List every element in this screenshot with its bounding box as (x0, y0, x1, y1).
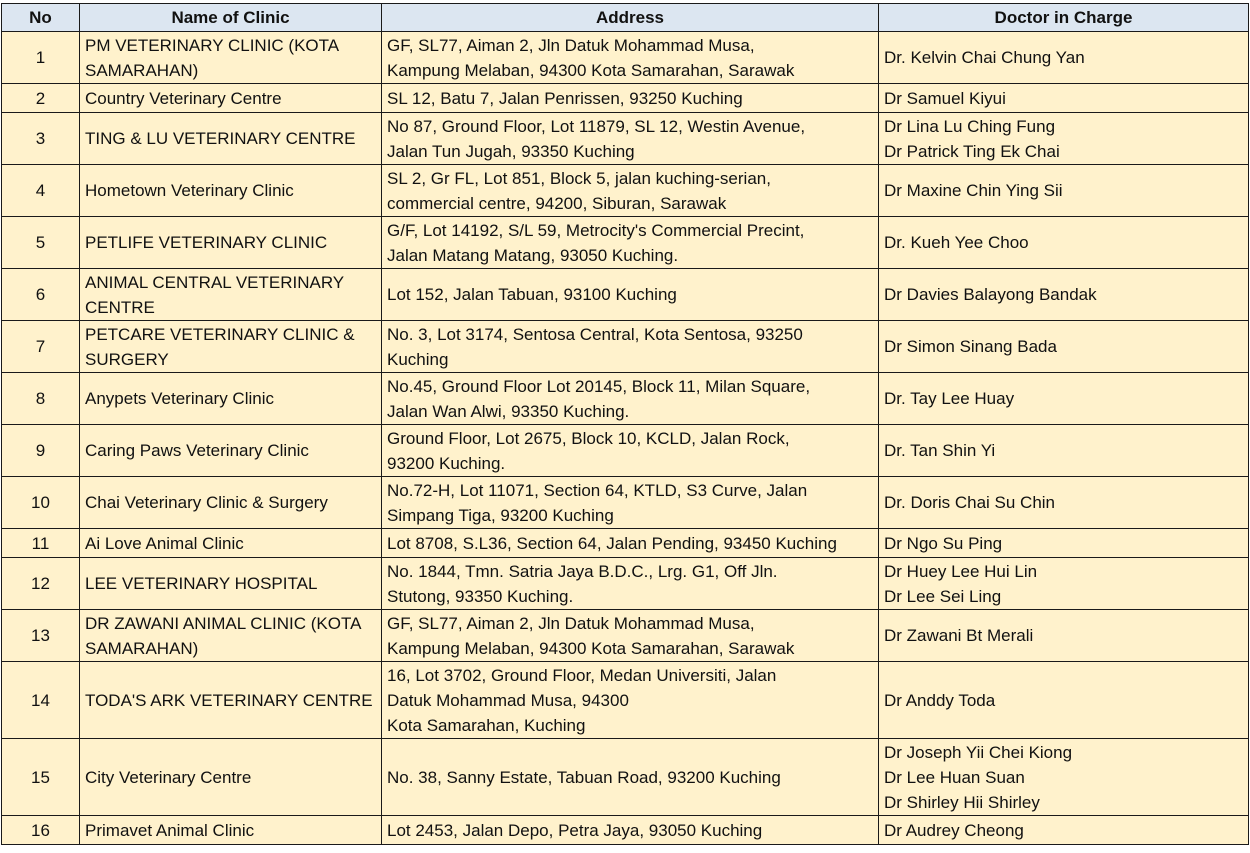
table-row (2, 113, 1249, 165)
table-row (2, 662, 1249, 739)
address-cell (382, 321, 879, 373)
clinic-name-line: ANIMAL CENTRAL VETERINARY (85, 272, 345, 292)
address-line: No. 3, Lot 3174, Sentosa Central, Kota Sentosa, 93250 (387, 324, 803, 344)
doctor-cell (879, 425, 1249, 477)
address-line: 93200 Kuching. (387, 453, 506, 473)
table-row (2, 373, 1249, 425)
address-cell (382, 217, 879, 269)
doctor-name: Dr Huey Lee Hui Lin (884, 561, 1038, 581)
address-cell (382, 739, 879, 816)
table-row (2, 217, 1249, 269)
table-row (2, 529, 1249, 558)
doctor-name: Dr Davies Balayong Bandak (884, 285, 1097, 304)
doctor-name: Dr Audrey Cheong (884, 820, 1024, 840)
header-clinic-name: Name of Clinic (80, 4, 382, 32)
clinic-name-line: SAMARAHAN) (85, 60, 199, 80)
clinic-table (1, 3, 1249, 845)
address-cell (382, 558, 879, 610)
row-number: 5 (2, 217, 80, 269)
clinic-name-line: Anypets Veterinary Clinic (85, 389, 274, 408)
clinic-name-cell (80, 739, 382, 816)
address-cell (382, 610, 879, 662)
doctor-name: Dr. Kelvin Chai Chung Yan (884, 48, 1085, 67)
address-cell (382, 32, 879, 84)
doctor-cell (879, 84, 1249, 113)
header-no: No (2, 4, 80, 32)
table-row (2, 32, 1249, 84)
clinic-name-cell (80, 373, 382, 425)
doctor-name: Dr Zawani Bt Merali (884, 626, 1034, 645)
address-cell (382, 84, 879, 113)
address-cell (382, 477, 879, 529)
table-body (2, 32, 1249, 845)
table-row (2, 84, 1249, 113)
doctor-name: Dr Anddy Toda (884, 690, 996, 710)
address-line: Jalan Tun Jugah, 93350 Kuching (387, 141, 635, 161)
address-line: Lot 8708, S.L36, Section 64, Jalan Pending, 93450 Kuching (387, 533, 837, 553)
row-number: 3 (2, 113, 80, 165)
row-number: 7 (2, 321, 80, 373)
address-line: No. 38, Sanny Estate, Tabuan Road, 93200 Kuching (387, 767, 781, 787)
table-row (2, 425, 1249, 477)
table-row (2, 269, 1249, 321)
clinic-name-line: SURGERY (85, 349, 169, 369)
table-row (2, 321, 1249, 373)
doctor-name: Dr Lee Sei Ling (884, 586, 1002, 606)
header-row (2, 4, 1249, 32)
table-row (2, 816, 1249, 845)
address-line: Lot 2453, Jalan Depo, Petra Jaya, 93050 Kuching (387, 820, 763, 840)
table-row (2, 739, 1249, 816)
clinic-name-line: City Veterinary Centre (85, 767, 252, 787)
doctor-name: Dr Joseph Yii Chei Kiong (884, 742, 1073, 762)
row-number: 4 (2, 165, 80, 217)
doctor-name: Dr. Tan Shin Yi (884, 441, 996, 460)
clinic-name-cell (80, 165, 382, 217)
table-row (2, 477, 1249, 529)
header-doctor: Doctor in Charge (879, 4, 1249, 32)
row-number: 14 (2, 662, 80, 739)
clinic-name-cell (80, 217, 382, 269)
address-cell (382, 165, 879, 217)
address-line: Kampung Melaban, 94300 Kota Samarahan, Sarawak (387, 638, 795, 658)
doctor-cell (879, 113, 1249, 165)
clinic-name-line: Country Veterinary Centre (85, 88, 282, 108)
row-number: 2 (2, 84, 80, 113)
clinic-name-line: TING & LU VETERINARY CENTRE (85, 129, 356, 148)
clinic-name-cell (80, 529, 382, 558)
doctor-name: Dr Lee Huan Suan (884, 767, 1025, 787)
doctor-name: Dr. Doris Chai Su Chin (884, 493, 1056, 512)
doctor-cell (879, 32, 1249, 84)
table-row (2, 610, 1249, 662)
address-line: Kampung Melaban, 94300 Kota Samarahan, Sarawak (387, 60, 795, 80)
clinic-name-cell (80, 610, 382, 662)
clinic-name-cell (80, 32, 382, 84)
doctor-cell (879, 165, 1249, 217)
doctor-name: Dr Samuel Kiyui (884, 88, 1006, 108)
doctor-cell (879, 217, 1249, 269)
doctor-cell (879, 662, 1249, 739)
clinic-name-line: TODA'S ARK VETERINARY CENTRE (85, 690, 373, 710)
address-line: commercial centre, 94200, Siburan, Sarawak (387, 193, 727, 213)
clinic-name-cell (80, 84, 382, 113)
doctor-name: Dr Ngo Su Ping (884, 533, 1003, 553)
clinic-name-line: CENTRE (85, 297, 155, 317)
address-line: Ground Floor, Lot 2675, Block 10, KCLD, Jalan Rock, (387, 428, 790, 448)
doctor-cell (879, 477, 1249, 529)
address-line: No.45, Ground Floor Lot 20145, Block 11, Milan Square, (387, 376, 811, 396)
address-cell (382, 662, 879, 739)
clinic-name-line: SAMARAHAN) (85, 638, 199, 658)
address-line: Stutong, 93350 Kuching. (387, 586, 574, 606)
doctor-cell (879, 558, 1249, 610)
clinic-name-line: Ai Love Animal Clinic (85, 533, 244, 553)
table-row (2, 165, 1249, 217)
address-line: 16, Lot 3702, Ground Floor, Medan Universiti, Jalan (387, 665, 777, 685)
address-cell (382, 816, 879, 845)
address-line: No.72-H, Lot 11071, Section 64, KTLD, S3 Curve, Jalan (387, 480, 808, 500)
doctor-cell (879, 321, 1249, 373)
clinic-name-line: DR ZAWANI ANIMAL CLINIC (KOTA (85, 613, 362, 633)
doctor-cell (879, 610, 1249, 662)
address-line: SL 2, Gr FL, Lot 851, Block 5, jalan kuching-serian, (387, 168, 771, 188)
address-line: Kuching (387, 349, 449, 369)
address-line: G/F, Lot 14192, S/L 59, Metrocity's Commercial Precint, (387, 220, 805, 240)
doctor-cell (879, 739, 1249, 816)
table-row (2, 558, 1249, 610)
address-line: GF, SL77, Aiman 2, Jln Datuk Mohammad Musa, (387, 35, 755, 55)
doctor-cell (879, 816, 1249, 845)
doctor-cell (879, 529, 1249, 558)
clinic-name-line: PM VETERINARY CLINIC (KOTA (85, 35, 340, 55)
table-header (2, 4, 1249, 32)
clinic-name-line: PETLIFE VETERINARY CLINIC (85, 233, 328, 252)
doctor-cell (879, 269, 1249, 321)
address-line: Kota Samarahan, Kuching (387, 715, 586, 735)
clinic-name-line: PETCARE VETERINARY CLINIC & (85, 324, 355, 344)
doctor-name: Dr Lina Lu Ching Fung (884, 116, 1056, 136)
row-number: 16 (2, 816, 80, 845)
header-address: Address (382, 4, 879, 32)
clinic-name-cell (80, 321, 382, 373)
doctor-name: Dr Simon Sinang Bada (884, 337, 1057, 356)
address-line: GF, SL77, Aiman 2, Jln Datuk Mohammad Musa, (387, 613, 755, 633)
row-number: 11 (2, 529, 80, 558)
clinic-name-cell (80, 662, 382, 739)
address-line: Simpang Tiga, 93200 Kuching (387, 505, 614, 525)
address-line: No 87, Ground Floor, Lot 11879, SL 12, Westin Avenue, (387, 116, 806, 136)
clinic-name-cell (80, 113, 382, 165)
clinic-name-cell (80, 816, 382, 845)
row-number: 6 (2, 269, 80, 321)
row-number: 8 (2, 373, 80, 425)
row-number: 12 (2, 558, 80, 610)
address-cell (382, 529, 879, 558)
clinic-name-cell (80, 269, 382, 321)
doctor-name: Dr Shirley Hii Shirley (884, 792, 1040, 812)
row-number: 15 (2, 739, 80, 816)
row-number: 10 (2, 477, 80, 529)
doctor-name: Dr. Kueh Yee Choo (884, 233, 1029, 252)
address-line: Lot 152, Jalan Tabuan, 93100 Kuching (387, 285, 677, 304)
row-number: 1 (2, 32, 80, 84)
address-cell (382, 373, 879, 425)
address-line: No. 1844, Tmn. Satria Jaya B.D.C., Lrg. G1, Off Jln. (387, 561, 778, 581)
doctor-cell (879, 373, 1249, 425)
row-number: 13 (2, 610, 80, 662)
address-cell (382, 113, 879, 165)
row-number: 9 (2, 425, 80, 477)
address-line: Datuk Mohammad Musa, 94300 (387, 690, 629, 710)
address-cell (382, 425, 879, 477)
address-line: Jalan Wan Alwi, 93350 Kuching. (387, 401, 630, 421)
clinic-name-cell (80, 558, 382, 610)
doctor-name: Dr Patrick Ting Ek Chai (884, 141, 1060, 161)
doctor-name: Dr. Tay Lee Huay (884, 389, 1015, 408)
address-line: Jalan Matang Matang, 93050 Kuching. (387, 245, 679, 265)
address-line: SL 12, Batu 7, Jalan Penrissen, 93250 Kuching (387, 88, 743, 108)
doctor-name: Dr Maxine Chin Ying Sii (884, 181, 1063, 200)
clinic-name-line: Primavet Animal Clinic (85, 820, 255, 840)
clinic-name-line: LEE VETERINARY HOSPITAL (85, 574, 318, 593)
clinic-name-line: Caring Paws Veterinary Clinic (85, 441, 309, 460)
clinic-name-line: Hometown Veterinary Clinic (85, 181, 294, 200)
clinic-name-cell (80, 425, 382, 477)
clinic-name-line: Chai Veterinary Clinic & Surgery (85, 493, 328, 512)
address-cell (382, 269, 879, 321)
clinic-name-cell (80, 477, 382, 529)
